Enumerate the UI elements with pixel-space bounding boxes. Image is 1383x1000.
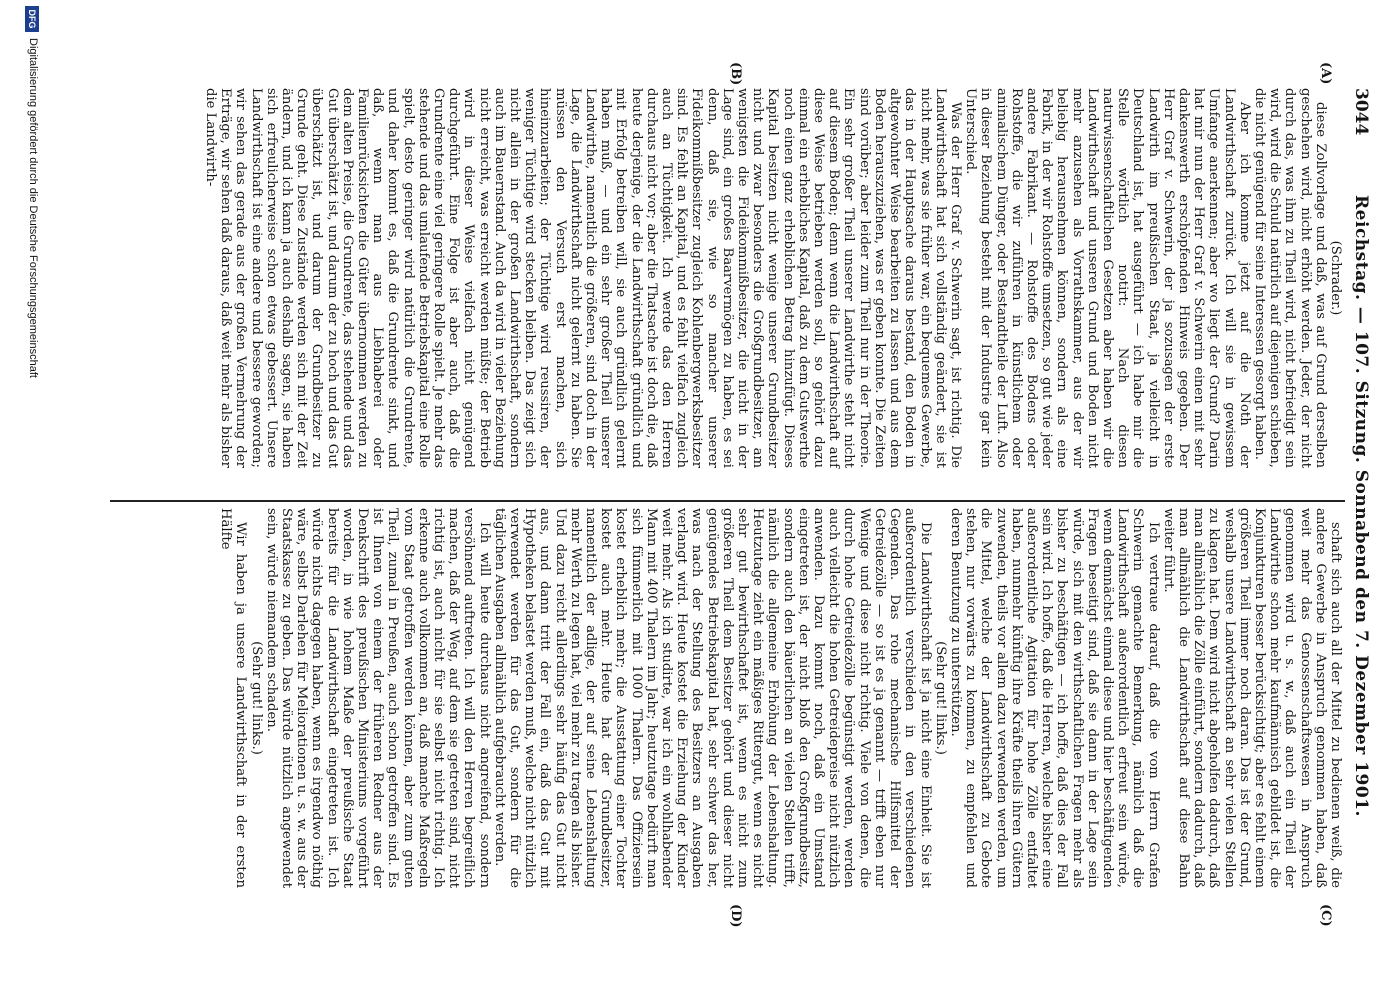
dfg-logo: DFG [25, 6, 39, 32]
margin-marker-d: (D) [728, 904, 743, 928]
right-column [113, 508, 1343, 893]
right_column-paragraph: Wir haben ja unsere Landwirthschaft in der ersten Hälfte [218, 508, 249, 893]
footer-credit: Digitalisierung gefördert durch die Deutsche Forschungsgemeinschaft [27, 38, 39, 378]
right_column-paragraph: Ich will heute durchaus nicht angreifend, sondern versöhnend auftreten. Ich will den Herren begreiflich machen, daß der Weg, auf dem sie getreten sind, nicht richtig ist, auch nicht für sie selbst nicht richtig. Ich erkenne auch vollkommen an, daß manche Maßregeln vom Staat getroffen werden können, aber zum guten Theil, zumal in Preußen, auch schon getroffen sind. Es ist Ihnen von einem der früheren Redner aus der Denkschrift des preußischen Ministeriums vorgeführt worden, in wie hohem Maße der preußische Staat bereits für die Landwirthschaft eingetreten ist. Ich würde nichts dagegen haben, wenn es irgendwo nöthig wäre, selbst Darlehen für Meliorationen u. s. w. aus der Staatskasse zu geben. Das würde nützlich angewendet sein, würde niemandem schaden. [263, 508, 492, 893]
margin-marker-b: (B) [728, 62, 743, 86]
column-divider [110, 500, 1345, 502]
right_column-paragraph: (Sehr gut! links.) [248, 641, 264, 755]
margin-marker-c: (C) [1318, 904, 1333, 927]
left_column-paragraph: diese Zollvorlage und daß, was auf Grund derselben geschehen wird, nicht erhöht werden. Jeder, der nicht durch das, was ihm zu Theil wird, nicht befriedigt sein wird, wird die Schuld natürlich auf diejenigen schieben, die nicht genügend für seine Interessen gesorgt haben. [1251, 88, 1328, 473]
right_column-paragraph: schaft sich auch all der Mittel zu bedienen weiß, die andere Gewerbe in Anspruch genommen haben, daß weit mehr das Genossenschaftswesen in Anspruch genommen wird u. s. w., daß auch ein Theil der Landwirthe schon mehr kaufmännisch gebildet ist, die Konjunkturen besser berücksichtigt; aber es fehlt einem größeren Theil immer noch daran. Das ist der Grund, weshalb unsere Landwirthschaft an sehr vielen Stellen zu klagen hat. Dem wird nicht abgeholfen dadurch, daß man allmählich die Zölle einführt, sondern dadurch, daß man allmählich die Landwirthschaft auf diese Bahn weiter führt. [1160, 508, 1343, 893]
margin-marker-a: (A) [1318, 62, 1333, 85]
speaker-label: (Schrader.) [1328, 240, 1343, 316]
digitization-footer [3, 2, 43, 998]
right_column-paragraph: Ich vertraue darauf, daß die vom Herrn Grafen Schwerin gemachte Bemerkung, nämlich daß die Landwirthschaft außerordentlich erfreut sein würde, wenn demnächst einmal diese und hier beschäftigenden Fragen beseitigt sind, daß sie dann in der Lage sein würde, sich mit den wirthschaftlichen Fragen mehr als bisher zu beschäftigen — ich hoffe, daß dies der Fall sein wird. Ich hoffe, daß die Herren, welche bisher eine außerordentliche Agitation für hohe Zölle entfaltet haben, nunmehr künftig ihre Kräfte theils ihren Gütern zuwenden, theils vor allem dazu verwenden werden, um die Mittel, welche der Landwirthschaft zu Gebote stehen, nur vorwärts zu kommen, zu empfehlen und deren Benutzung zu unterstützen. [947, 508, 1161, 893]
page-header [1349, 88, 1373, 924]
page-number: 3044 [1351, 88, 1371, 136]
right_column-paragraph: (Sehr gut! links.) [932, 641, 948, 755]
left_column-paragraph: Aber ich komme jetzt auf die Noth der Landwirthschaft zurück. Ich will sie in gewissem Umfange anerkennen; aber wo liegt der Grund? Darin hat mir nun der Herr Graf v. Schwerin einen mit sehr dankenswerth erschöpfenden Hinweis gegeben. Der Herr Graf v. Schwerin, der ja sozusagen der erste Landwirth im preußischen Staat, ja vielleicht in Deutschland ist, hat ausgeführt — ich habe mir die Stelle wörtlich notirt: Nach diesen naturwissenschaftlichen Gesetzen aber haben wir die Landwirthschaft und unseren Grund und Boden nicht mehr anzusehen als Vorrathskammer, aus der wir beliebig herausnehmen können, sondern als eine Fabrik, in der wir Rohstoffe umsetzen, so gut wie jeder andere Fabrikant. — Rohstoffe des Bodens oder Rohstoffe, die wir zuführen in künstlichem oder animalischem Dünger, oder Bestandtheile der Luft. Also in dieser Beziehung besteht mit der Industrie gar kein Unterschied. [963, 88, 1252, 473]
header-title: Reichstag. — 107. Sitzung. Sonnabend den 7. Dezember 1901. [1351, 195, 1371, 817]
left-column [113, 88, 1343, 473]
right_column-paragraph: Die Landwirthschaft ist ja nicht eine Einheit. Sie ist außerordentlich verschieden in den verschiedenen Gegenden. Das rohe mechanische Hilfsmittel der Getreidezölle — so ist es ja genannt — trifft eben nur Wenige und diese nicht richtig. Viele von denen, die durch hohe Getreidezölle begünstigt werden, werden auch vielleicht die hohen Getreidepreise nicht nützlich anwenden. Dazu kommt noch, daß ein Umstand eingetreten ist, der nicht bloß den Großgrundbesitz, sondern auch den bäuerlichen an vielen Stellen trifft, nämlich die allgemeine Erhöhung der Lebenshaltung. Heutzutage zieht ein mäßiges Rittergut, wenn es nicht sehr gut bewirthschaftet ist, wenn es nicht zum größeren Theil dem Besitzer gehört und dieser nicht genügendes Betriebskapital hat, sehr schwer das her, was nach der Stellung des Besitzers an Ausgaben verlangt wird. Heute kostet die Erziehung der Kinder weit mehr. Als ich studirte, war ich ein wohlhabender Mann mit 400 Thalern im Jahr; heutzutage bedürft man sich fümmerlich mit 1000 Thalern. Das Offiziersein kostet erheblich mehr; die Ausstattung einer Tochter kostet auch mehr. Heute hat der Grundbesitzer, namentlich der adlige, der auf seine Lebenshaltung mehr Werth zu legen hat, viel mehr zu tragen als bisher. Und dazu reicht allerdings sehr häufig das Gut nicht aus, und dann tritt der Fall ein, daß das Gut mit Hypotheken belastet werden muß, welche nicht nützlich verwendet werden für das Gut, sondern für die täglichen Ausgaben allmählich aufgebraucht werden. [491, 508, 933, 893]
left_column-paragraph: Was der Herr Graf v. Schwerin sagt, ist richtig. Die Landwirthschaft hat sich vollständig geändert, sie ist nicht mehr, was sie früher war, ein bequemes Gewerbe, das in der Hauptsache daraus bestand, den Boden in altgewohnter Weise bearbeiten zu lassen und aus dem Boden herauszuziehen, was er geben konnte. Die Zeiten sind vorüber; aber leider zum Theil nur in der Theorie. Ein sehr großer Theil unserer Landwirthe steht nicht auf diesem Boden; denn wenn die Landwirthschaft auf diese Weise betrieben werden soll, so gehört dazu einmal ein erhebliches Kapital, daß zu dem Gutswerthe noch einen ganz erheblichen Betrag hinzufügt. Dieses Kapital besitzen nicht wenige unserer Grundbesitzer nicht und zwar besonders die Großgrundbesitzer, am wenigsten die Fideikommißbesitzer, die nicht in der Lage sind, ein großes Baarvermögen zu haben, es sei denn, daß sie, wie so mancher unserer Fideikommißbesitzer zugleich Kohlenbergwerksbesitzer sind. Es fehlt an Kapital, und es fehlt vielfach zugleich auch an Tüchtigkeit. Ich werde das den Herren durchaus nicht vor; aber die Thatsache ist doch die, daß heute derjenige, der die Landwirthschaft gründlich und mit Erfolg betreiben will, sie auch gründlich gelernt haben muß, — und ein sehr großer Theil unserer Landwirthe, namentlich die größeren, sind doch in der Lage, die Landwirthschaft nicht gelernt zu haben. Sie müssen den Versuch erst machen, sich hineinzuarbeiten; der Tüchtige wird reussiren, der weniger Tüchtige wird stecken bleiben. Das zeigt sich nicht allein in der großen Landwirthschaft, sondern auch im Bauernstand. Auch da wird in vieler Beziehung nicht erreicht, was erreicht werden müßte; der Betrieb wird in dieser Weise vielfach nicht genügend durchgeführt. Eine Folge ist aber auch, daß die Grundrente eine viel geringere Rolle spielt. Je mehr das stehende und das umlaufende Betriebskapital eine Rolle spielt, desto geringer wird natürlich die Grundrente, und daher kommt es, daß die Grundrente sinkt, und daß, wenn man aus Liebhaberei oder Familienrücksichten die Güter übernommen werden zu dem alten Preise, die Grundrente, das stehende und das Gut überschätzt ist, und darum der zu hoch und das Gut überschätzt ist, und darum der Grundbesitzer zu Grunde geht. Diese Zustände werden sich mit der Zeit ändern, und ich kann ja auch deshalb sagen, sie haben sich erfreulicherweise schon etwas gebessert. Unsere Landwirthschaft ist eine andere und bessere geworden; wir sehen das gerade aus der großen Vermehrung der Erträge, wir sehen daß daraus, daß weit mehr als bisher die Landwirth- [202, 88, 963, 473]
